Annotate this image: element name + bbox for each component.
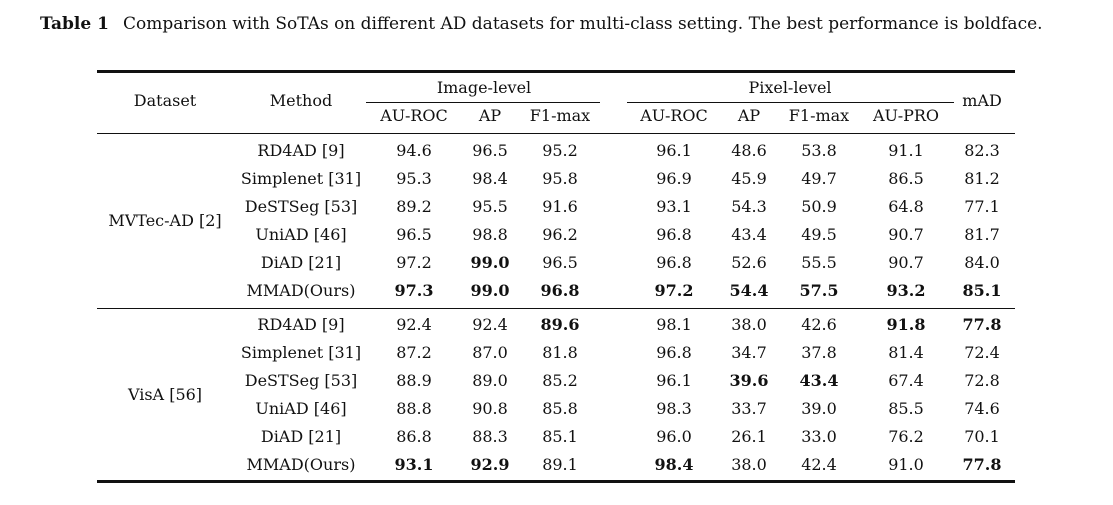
- table-cell-value: 85.1: [962, 281, 1002, 300]
- table-cell-value: 50.9: [801, 197, 837, 216]
- table-cell-value: 67.4: [888, 371, 924, 390]
- table-cell-value: 72.4: [964, 343, 1000, 362]
- table-cell-value: 89.1: [542, 455, 578, 474]
- table-cell-value: 98.4: [654, 455, 694, 474]
- table-cell-value: 88.9: [396, 371, 432, 390]
- table-cell-value: 74.6: [964, 399, 1000, 418]
- header-image-col: AP: [478, 106, 502, 125]
- header-dataset: Dataset: [133, 91, 197, 110]
- header-pixel-col: AP: [737, 106, 761, 125]
- table-cell-value: 70.1: [964, 427, 1000, 446]
- table-cell-value: 92.4: [396, 315, 432, 334]
- table-cell-value: 85.8: [542, 399, 578, 418]
- table-cell-value: 98.3: [656, 399, 692, 418]
- table-cell-value: 87.0: [472, 343, 508, 362]
- header-image-level: Image-level: [436, 78, 532, 97]
- header-image-col: F1-max: [529, 106, 591, 125]
- table-cell-value: 93.1: [394, 455, 434, 474]
- table-cell-value: 82.3: [964, 141, 1000, 160]
- table-cell-value: 96.1: [656, 371, 692, 390]
- table-cell-value: 42.6: [801, 315, 837, 334]
- table-cell-value: 93.2: [886, 281, 926, 300]
- group-divider-rule: [97, 308, 1015, 309]
- table-cell-value: 91.8: [886, 315, 926, 334]
- method-name: RD4AD [9]: [257, 141, 345, 160]
- header-pixel-col: AU-ROC: [640, 106, 708, 125]
- table-cell-value: 95.8: [542, 169, 578, 188]
- table-cell-value: 89.0: [472, 371, 508, 390]
- table-cell-value: 86.5: [888, 169, 924, 188]
- table-cell-value: 96.5: [542, 253, 578, 272]
- table-cell-value: 64.8: [888, 197, 924, 216]
- table-cell-value: 85.2: [542, 371, 578, 390]
- table-cell-value: 33.0: [801, 427, 837, 446]
- header-method: Method: [269, 91, 333, 110]
- table-cell-value: 37.8: [801, 343, 837, 362]
- dataset-label: MVTec-AD [2]: [108, 211, 222, 230]
- table-cell-value: 90.7: [888, 225, 924, 244]
- table-cell-value: 92.9: [470, 455, 510, 474]
- table-cell-value: 87.2: [396, 343, 432, 362]
- method-name: Simplenet [31]: [240, 343, 362, 362]
- table-cell-value: 39.6: [729, 371, 769, 390]
- table-cell-value: 97.3: [394, 281, 434, 300]
- method-name: UniAD [46]: [255, 399, 347, 418]
- table-cell-value: 88.3: [472, 427, 508, 446]
- table-cell-value: 81.8: [542, 343, 578, 362]
- method-name: DeSTSeg [53]: [244, 197, 358, 216]
- method-name: DiAD [21]: [260, 253, 342, 272]
- table-cell-value: 99.0: [470, 253, 510, 272]
- table-cell-value: 96.8: [656, 253, 692, 272]
- table-cell-value: 72.8: [964, 371, 1000, 390]
- table-cell-value: 54.4: [729, 281, 769, 300]
- table-cell-value: 48.6: [731, 141, 767, 160]
- header-rule: [97, 133, 1015, 134]
- table-cell-value: 76.2: [888, 427, 924, 446]
- table-cell-value: 95.2: [542, 141, 578, 160]
- table-cell-value: 85.5: [888, 399, 924, 418]
- table-cell-value: 38.0: [731, 315, 767, 334]
- table-cell-value: 77.8: [962, 455, 1002, 474]
- table-cell-value: 96.8: [656, 343, 692, 362]
- method-name: Simplenet [31]: [240, 169, 362, 188]
- table-cell-value: 89.6: [540, 315, 580, 334]
- top-rule: [97, 70, 1015, 73]
- table-cell-value: 81.4: [888, 343, 924, 362]
- table-cell-value: 99.0: [470, 281, 510, 300]
- method-name: MMAD(Ours): [246, 455, 356, 474]
- table-cell-value: 96.8: [540, 281, 580, 300]
- method-name: MMAD(Ours): [246, 281, 356, 300]
- header-pixel-col: F1-max: [788, 106, 850, 125]
- table-cell-value: 38.0: [731, 455, 767, 474]
- header-pixel-level: Pixel-level: [748, 78, 832, 97]
- table-cell-value: 77.8: [962, 315, 1002, 334]
- table-cell-value: 91.6: [542, 197, 578, 216]
- table-caption-text: Comparison with SoTAs on different AD datasets for multi-class setting. The best performance is boldface.: [122, 14, 1043, 34]
- table-cell-value: 43.4: [799, 371, 839, 390]
- table-cell-value: 92.4: [472, 315, 508, 334]
- table-cell-value: 54.3: [731, 197, 767, 216]
- table-caption-label: Table 1: [40, 14, 109, 34]
- table-cell-value: 33.7: [731, 399, 767, 418]
- table-cell-value: 86.8: [396, 427, 432, 446]
- table-cell-value: 98.8: [472, 225, 508, 244]
- table-cell-value: 90.8: [472, 399, 508, 418]
- table-cell-value: 89.2: [396, 197, 432, 216]
- table-cell-value: 96.5: [396, 225, 432, 244]
- table-cell-value: 96.2: [542, 225, 578, 244]
- bottom-rule: [97, 480, 1015, 483]
- table-cell-value: 85.1: [542, 427, 578, 446]
- method-name: DiAD [21]: [260, 427, 342, 446]
- table-cell-value: 43.4: [731, 225, 767, 244]
- image-level-underline: [366, 102, 600, 103]
- table-cell-value: 91.1: [888, 141, 924, 160]
- table-cell-value: 84.0: [964, 253, 1000, 272]
- table-cell-value: 97.2: [396, 253, 432, 272]
- table-cell-value: 81.7: [964, 225, 1000, 244]
- table-cell-value: 91.0: [888, 455, 924, 474]
- method-name: RD4AD [9]: [257, 315, 345, 334]
- table-cell-value: 57.5: [799, 281, 839, 300]
- table-cell-value: 81.2: [964, 169, 1000, 188]
- table-cell-value: 26.1: [731, 427, 767, 446]
- table-caption: [40, 14, 1100, 34]
- table-cell-value: 55.5: [801, 253, 837, 272]
- table-cell-value: 53.8: [801, 141, 837, 160]
- table-cell-value: 45.9: [731, 169, 767, 188]
- header-mad: mAD: [962, 91, 1002, 110]
- table-cell-value: 77.1: [964, 197, 1000, 216]
- header-image-col: AU-ROC: [380, 106, 448, 125]
- table-cell-value: 94.6: [396, 141, 432, 160]
- table-cell-value: 49.5: [801, 225, 837, 244]
- table-cell-value: 88.8: [396, 399, 432, 418]
- table-cell-value: 95.5: [472, 197, 508, 216]
- table-cell-value: 96.0: [656, 427, 692, 446]
- table-cell-value: 98.4: [472, 169, 508, 188]
- table-cell-value: 93.1: [656, 197, 692, 216]
- dataset-label: VisA [56]: [127, 385, 203, 404]
- table-cell-value: 96.9: [656, 169, 692, 188]
- table-cell-value: 34.7: [731, 343, 767, 362]
- table-cell-value: 98.1: [656, 315, 692, 334]
- table-cell-value: 96.8: [656, 225, 692, 244]
- table-cell-value: 97.2: [654, 281, 694, 300]
- header-pixel-col: AU-PRO: [872, 106, 940, 125]
- table-cell-value: 96.1: [656, 141, 692, 160]
- table-cell-value: 52.6: [731, 253, 767, 272]
- table-cell-value: 96.5: [472, 141, 508, 160]
- table-cell-value: 95.3: [396, 169, 432, 188]
- table-cell-value: 39.0: [801, 399, 837, 418]
- table-cell-value: 42.4: [801, 455, 837, 474]
- table-cell-value: 49.7: [801, 169, 837, 188]
- method-name: DeSTSeg [53]: [244, 371, 358, 390]
- table-cell-value: 90.7: [888, 253, 924, 272]
- method-name: UniAD [46]: [255, 225, 347, 244]
